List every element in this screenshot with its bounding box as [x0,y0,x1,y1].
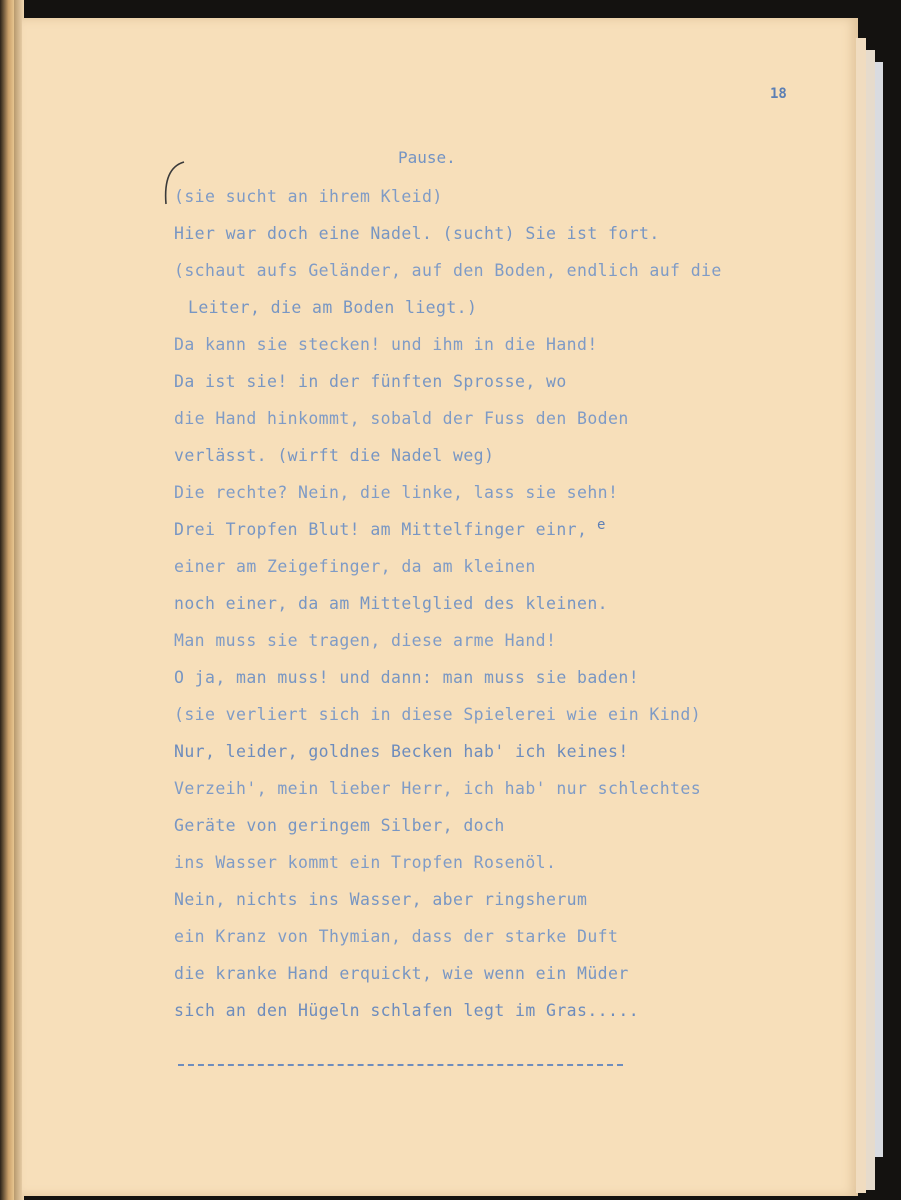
page-stack-edge [866,50,875,1190]
text-line: Nein, nichts ins Wasser, aber ringsherum [174,890,588,909]
text-line: Geräte von geringem Silber, doch [174,816,505,835]
text-line: Hier war doch eine Nadel. (sucht) Sie ist fort. [174,224,660,243]
text-line: Da kann sie stecken! und ihm in die Hand! [174,335,598,354]
text-line: (schaut aufs Geländer, auf den Boden, endlich auf die [174,261,722,280]
text-line: (sie verliert sich in diese Spielerei wie ein Kind) [174,705,702,724]
text-line: die kranke Hand erquickt, wie wenn ein Müder [174,964,629,983]
text-line: die Hand hinkommt, sobald der Fuss den Boden [174,409,629,428]
text-line: (sie sucht an ihrem Kleid) [174,187,443,206]
text-line: Nur, leider, goldnes Becken hab' ich keines! [174,742,629,761]
text-line: Verzeih', mein lieber Herr, ich hab' nur schlechtes [174,779,702,798]
page-stack-edge [875,62,883,1157]
text-line: einer am Zeigefinger, da am kleinen [174,557,536,576]
text-line: Die rechte? Nein, die linke, lass sie sehn! [174,483,619,502]
facing-page-edge [0,0,14,1200]
scene-heading: Pause. [398,148,456,167]
text-line: ein Kranz von Thymian, dass der starke Duft [174,927,619,946]
text-line: Man muss sie tragen, diese arme Hand! [174,631,557,650]
text-line: ins Wasser kommt ein Tropfen Rosenöl. [174,853,557,872]
text-line: Da ist sie! in der fünften Sprosse, wo [174,372,567,391]
text-line: O ja, man muss! und dann: man muss sie baden! [174,668,640,687]
text-line: noch einer, da am Mittelglied des kleinen. [174,594,609,613]
typed-text-block [174,184,722,1035]
text-line: verlässt. (wirft die Nadel weg) [174,446,495,465]
page-number: 18 [770,86,787,102]
page-stack-edge [856,38,866,1193]
text-line: sich an den Hügeln schlafen legt im Gras..... [174,1001,640,1020]
text-line: Drei Tropfen Blut! am Mittelfinger einr, [174,520,588,539]
handwritten-correction: e [597,517,606,533]
dashed-end-rule [178,1064,623,1066]
text-line: Leiter, die am Boden liegt.) [188,298,478,317]
